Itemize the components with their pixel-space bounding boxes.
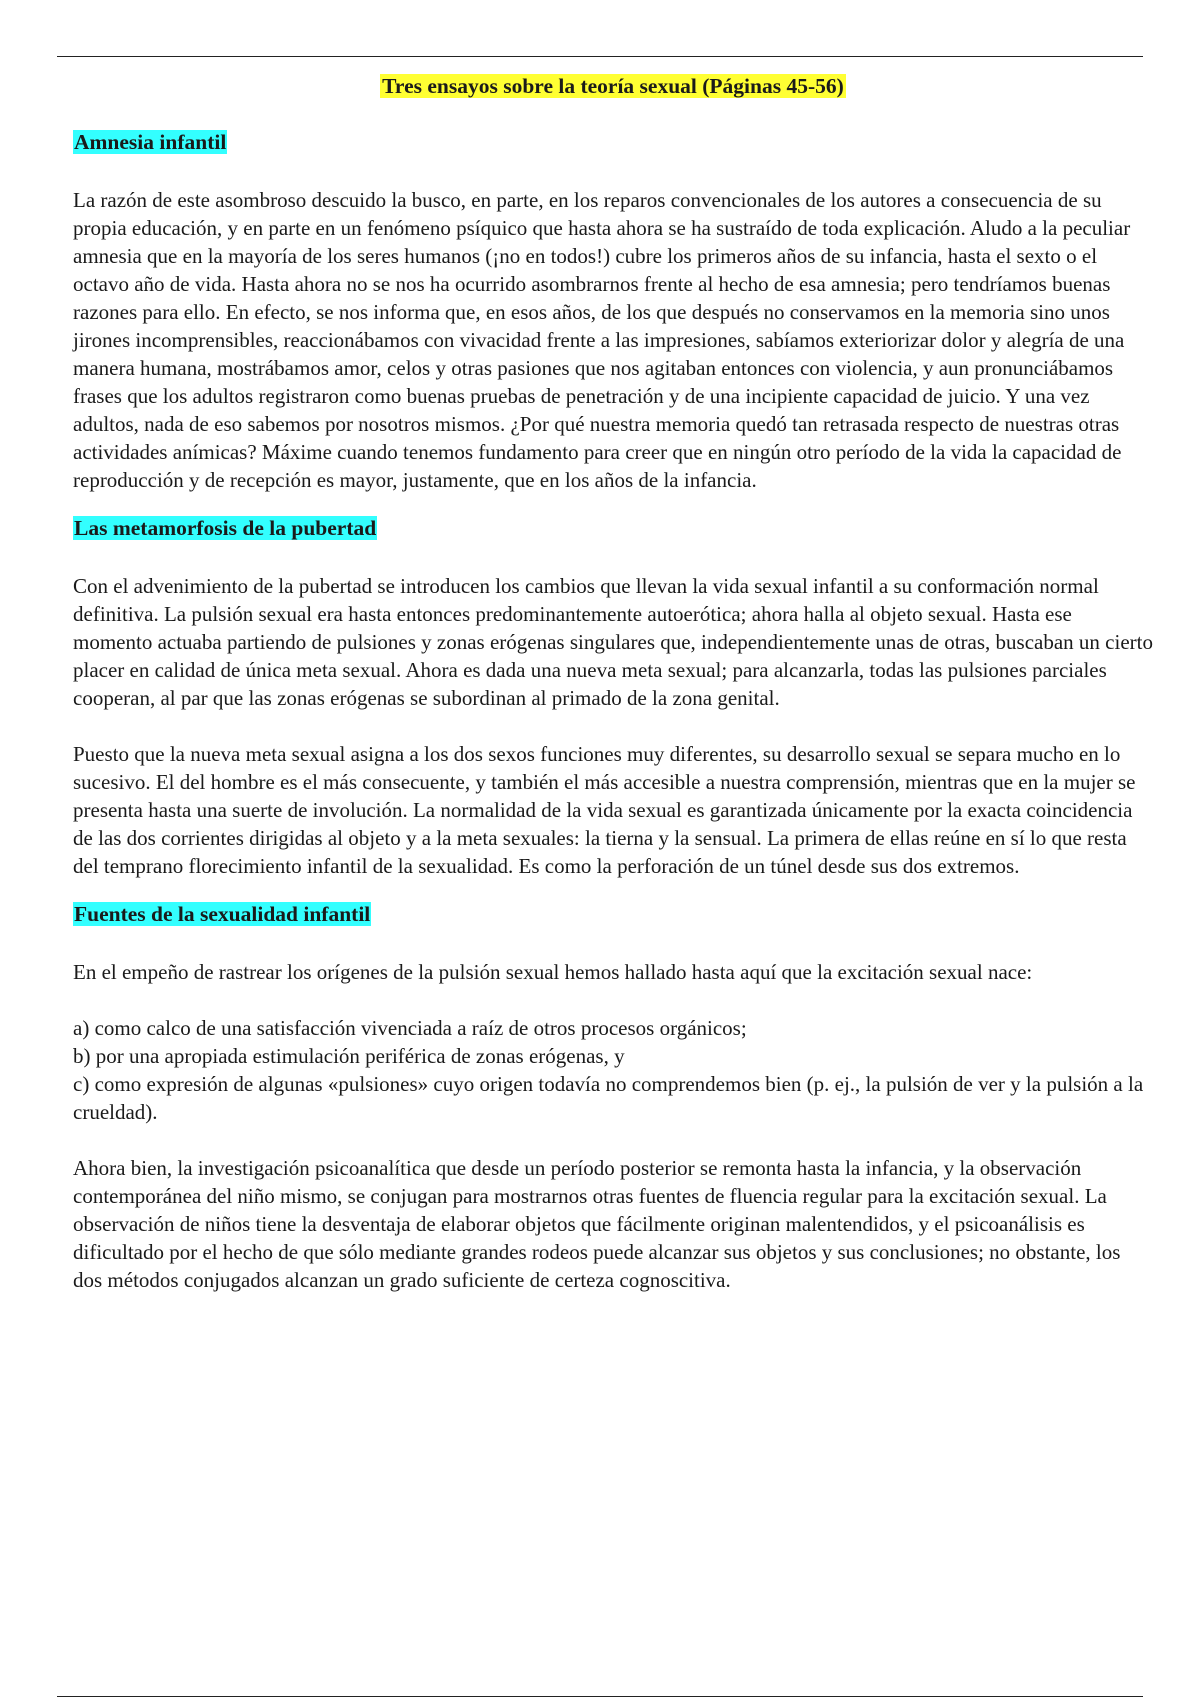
list <box>73 1014 1153 1126</box>
paragraph: Puesto que la nueva meta sexual asigna a los dos sexos funciones muy diferentes, su desarrollo sexual se separa mucho en lo sucesivo. El del hombre es el más consecuente, y también el más accesible a nuestra comprensión, mientras que en la mujer se presenta hasta una suerte de involución. La normalidad de la vida sexual es garantizada únicamente por la exacta coincidencia de las dos corrientes dirigidas al objeto y a la meta sexuales: la tierna y la sensual. La primera de ellas reúne en sí lo que resta del temprano florecimiento infantil de la sexualidad. Es como la perforación de un túnel desde sus dos extremos. <box>73 742 1136 878</box>
section-heading-pubertad <box>73 514 1153 544</box>
section-heading-label: Amnesia infantil <box>74 130 227 154</box>
title-line <box>73 72 1153 108</box>
paragraph: En el empeño de rastrear los orígenes de la pulsión sexual hemos hallado hasta aquí que la excitación sexual nace: <box>73 960 1033 984</box>
paragraph: Ahora bien, la investigación psicoanalítica que desde un período posterior se remonta hasta la infancia, y la observación contemporánea del niño mismo, se conjugan para mostrarnos otras fuentes de fluencia regular para la excitación sexual. La observación de niños tiene la desventaja de elaborar objetos que fácilmente originan malentendidos, y el psicoanálisis es dificultado por el hecho de que sólo mediante grandes rodeos puede alcanzar sus objetos y sus conclusiones; no obstante, los dos métodos conjugados alcanzan un grado suficiente de certeza cognoscitiva. <box>73 1156 1121 1292</box>
document-body <box>73 70 1153 1294</box>
section-heading-label: Fuentes de la sexualidad infantil <box>74 902 371 926</box>
section-heading-fuentes <box>73 900 1153 930</box>
list-item: b) por una apropiada estimulación periférica de zonas erógenas, y <box>73 1044 625 1068</box>
paragraph: Con el advenimiento de la pubertad se introducen los cambios que llevan la vida sexual infantil a su conformación normal definitiva. La pulsión sexual era hasta entonces predominantemente autoerótica; ahora halla al objeto sexual. Hasta ese momento actuaba partiendo de pulsiones y zonas erógenas singulares que, independientemente unas de otras, buscaban un cierto placer en calidad de única meta sexual. Ahora es dada una nueva meta sexual; para alcanzarla, todas las pulsiones parciales cooperan, al par que las zonas erógenas se subordinan al primado de la zona genital. <box>73 574 1153 710</box>
list-item: c) como expresión de algunas «pulsiones» cuyo origen todavía no comprendemos bien (p. ej., la pulsión de ver y la pulsión a la crueldad). <box>73 1072 1144 1124</box>
document-title: Tres ensayos sobre la teoría sexual (Páginas 45-56) <box>382 74 844 98</box>
section-heading-amnesia <box>73 128 1153 158</box>
top-rule <box>57 56 1143 57</box>
list-item: a) como calco de una satisfacción vivenciada a raíz de otros procesos orgánicos; <box>73 1016 747 1040</box>
paragraph: La razón de este asombroso descuido la busco, en parte, en los reparos convencionales de los autores a consecuencia de su propia educación, y en parte en un fenómeno psíquico que hasta ahora se ha sustraído de toda explicación. Aludo a la peculiar amnesia que en la mayoría de los seres humanos (¡no en todos!) cubre los primeros años de su infancia, hasta el sexto o el octavo año de vida. Hasta ahora no se nos ha ocurrido asombrarnos frente al hecho de esa amnesia; pero tendríamos buenas razones para ello. En efecto, se nos informa que, en esos años, de los que después no conservamos en la memoria sino unos jirones incomprensibles, reaccionábamos con vivacidad frente a las impresiones, sabíamos exteriorizar dolor y alegría de una manera humana, mostrábamos amor, celos y otras pasiones que nos agitaban entonces con violencia, y aun pronunciábamos frases que los adultos registraron como buenas pruebas de penetración y de una incipiente capacidad de juicio. Y una vez adultos, nada de eso sabemos por nosotros mismos. ¿Por qué nuestra memoria quedó tan retrasada respecto de nuestras otras actividades anímicas? Máxime cuando tenemos fundamento para creer que en ningún otro período de la vida la capacidad de reproducción y de recepción es mayor, justamente, que en los años de la infancia. <box>73 188 1131 492</box>
section-heading-label: Las metamorfosis de la pubertad <box>74 516 377 540</box>
bottom-rule <box>57 1696 1143 1697</box>
